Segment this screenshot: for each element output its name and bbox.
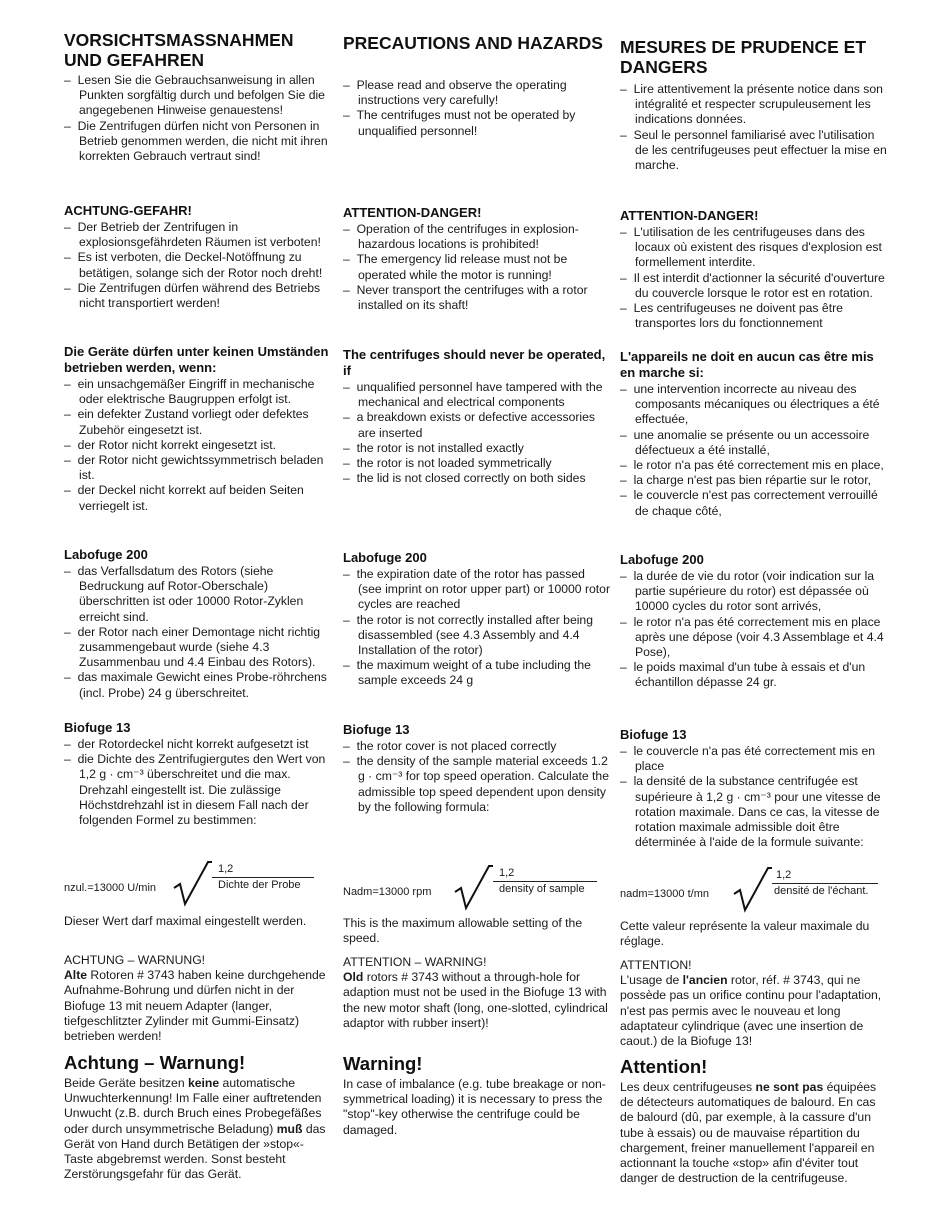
list-item: – Operation of the centrifuges in explosion-hazardous locations is prohibited!	[343, 222, 611, 252]
list-item: – Please read and observe the operating instructions very carefully!	[343, 78, 611, 108]
list-item: – the maximum weight of a tube including the sample exceeds 24 g	[343, 658, 611, 688]
list-item: – das Verfallsdatum des Rotors (siehe Bedruckung auf Rotor-Oberschale) überschritten ist oder 10000 Rotor-Zyklen erreicht sind.	[64, 564, 329, 625]
list-item: – unqualified personnel have tampered with the mechanical and electrical components	[343, 380, 611, 410]
after-formula-text	[64, 914, 329, 929]
list-item: – Die Zentrifugen dürfen nicht von Personen in Betrieb genommen werden, die nicht mit ihren korrekten Gebrauch vertraut sind!	[64, 119, 329, 165]
final-warning-heading: Attention!	[620, 1056, 708, 1077]
danger-section	[64, 203, 329, 311]
final-warning-text	[620, 1080, 888, 1186]
body-text: Dieser Wert darf maximal eingestellt werden.	[64, 914, 307, 928]
final-warning-section	[620, 1056, 888, 1186]
list-item: – la charge n'est pas bien répartie sur le rotor,	[620, 473, 888, 488]
never-operate-section	[620, 349, 888, 519]
list-item: – der Rotor nach einer Demontage nicht richtig zusammengebaut wurde (siehe 4.3 Zusammenbau und 4.4 Einbau des Rotors).	[64, 625, 329, 671]
list-item: – la densité de la substance centrifugée est supérieure à 1,2 g · cm⁻³ pour une vitesse de rotation maximale. Dans ce cas, la vitesse de rotation maximale admissible doit être déterminée à l'aide de la formule suivante:	[620, 774, 888, 850]
list-item: – the rotor is not loaded symmetrically	[343, 456, 611, 471]
list-item: – le couvercle n'est pas correctement verrouillé de chaque côté,	[620, 488, 888, 518]
formula-lhs: Nadm=13000 rpm	[343, 886, 432, 898]
biofuge-section	[64, 720, 329, 828]
never-operate-section	[343, 347, 611, 486]
list-item: – le rotor n'a pas été correctement mis en place,	[620, 458, 888, 473]
list-item: – the rotor is not correctly installed after being disassembled (see 4.3 Assembly and 4.4 Installation of the rotor)	[343, 613, 611, 659]
final-warning-text: In case of imbalance (e.g. tube breakage or non-symmetrical loading) it is necessary to press the "stop"-key otherwise the centrifuge could be damaged.	[343, 1077, 606, 1137]
final-warning-section	[343, 1053, 611, 1138]
warning-heading: ATTENTION!	[620, 958, 692, 972]
formula-denominator: density of sample	[499, 883, 585, 895]
danger-heading: ACHTUNG-GEFAHR!	[64, 203, 192, 218]
labofuge-section	[620, 552, 888, 691]
body-text: Cette valeur représente la valeur maximale du réglage.	[620, 919, 870, 949]
list-item: – der Rotor nicht gewichtssymmetrisch beladen ist.	[64, 453, 329, 483]
text-part: Beide Geräte besitzen	[64, 1076, 188, 1090]
fraction-bar	[493, 881, 597, 882]
root-sign-icon	[453, 864, 493, 912]
section-title	[620, 37, 888, 77]
warning-section	[64, 953, 329, 1044]
list-item: – Lire attentivement la présente notice dans son intégralité et respecter scrupuleusement les indications données.	[620, 82, 888, 128]
list-item: – le rotor n'a pas été correctement mis en place après une dépose (voir 4.3 Assemblage et 4.4 Pose),	[620, 615, 888, 661]
final-warning-text	[64, 1076, 329, 1182]
after-formula-text	[620, 919, 888, 949]
body-text: This is the maximum allowable setting of the speed.	[343, 916, 583, 946]
list-item: – The emergency lid release must not be operated while the motor is running!	[343, 252, 611, 282]
warning-text: Rotoren # 3743 haben keine durchgehende Aufnahme-Bohrung und dürfen nicht in der Biofuge 13 mit neuem Adapter (langer, tiefgeschlitzter Zylinder mit Gummi-Einsatz) betrieben werden!	[64, 968, 326, 1044]
labofuge-heading: Labofuge 200	[343, 550, 427, 565]
warning-text: rotors # 3743 without a through-hole for adaption must not be used in the Biofuge 13 with the new motor shaft (long, one-slotted, cylindrical adaptor with rubber insert)!	[343, 970, 608, 1030]
list-item: – a breakdown exists or defective accessories are inserted	[343, 410, 611, 440]
text-bold: ne sont pas	[755, 1080, 824, 1094]
list-item: – die Dichte des Zentrifugiergutes den Wert von 1,2 g · cm⁻³ überschreitet und die max. Drehzahl eingestellt ist. Die zulässige Höchstdrehzahl ist in diesem Fall nach der folgenden Formel zu bestimmen:	[64, 752, 329, 828]
list-item: – une anomalie se présente ou un accessoire défectueux a été installé,	[620, 428, 888, 458]
formula-denominator: Dichte der Probe	[218, 879, 301, 891]
biofuge-section	[343, 722, 611, 815]
text-bold: keine	[187, 1076, 220, 1090]
list-item: – une intervention incorrecte au niveau des composants mécaniques ou électriques a été effectuée,	[620, 382, 888, 428]
labofuge-heading: Labofuge 200	[620, 552, 704, 567]
warning-heading: ATTENTION – WARNING!	[343, 955, 487, 969]
never-operate-section	[64, 344, 329, 514]
text-bold: muß	[276, 1121, 303, 1136]
list-item: – the expiration date of the rotor has passed (see imprint on rotor upper part) or 10000 rotor cycles are reached	[343, 567, 611, 613]
biofuge-section	[620, 727, 888, 850]
intro-list	[343, 78, 611, 139]
list-item: – Les centrifugeuses ne doivent pas être transportes lors du fonctionnement	[620, 301, 888, 331]
warning-bold: l'ancien	[682, 973, 728, 988]
list-item: – Seul le personnel familiarisé avec l'utilisation de les centrifugeuses peut effectuer la mise en marche.	[620, 128, 888, 174]
warning-text: rotor, réf. # 3743, qui ne possède pas un orifice continu pour l'adaptation, n'est pas permis avec le nouveau et long adaptateur cylindrique (avec une insertion de caout.) de la Biofuge 13!	[620, 973, 882, 1049]
intro-list	[620, 82, 888, 173]
text-part: das Gerät von Hand durch Betätigen der »stop«-Taste abgebremst werden. Sonst besteht Zerstörungsgefahr für das Gerät.	[64, 1121, 326, 1182]
text-part: Les deux centrifugeuses	[620, 1080, 756, 1094]
formula-numerator: 1,2	[776, 869, 792, 881]
speed-formula	[343, 864, 611, 912]
speed-formula	[620, 866, 888, 914]
section-title	[64, 30, 329, 70]
title-text: VORSICHTSMASSNAHMEN UND GEFAHREN	[64, 30, 294, 70]
list-item: – das maximale Gewicht eines Probe-röhrchens (incl. Probe) 24 g überschreitet.	[64, 670, 329, 700]
danger-section	[620, 208, 888, 331]
list-item: – der Rotor nicht korrekt eingesetzt ist.	[64, 438, 329, 453]
danger-heading: ATTENTION-DANGER!	[620, 208, 759, 223]
section-title	[343, 33, 611, 53]
list-item: – der Rotordeckel nicht korrekt aufgesetzt ist	[64, 737, 329, 752]
root-sign-icon	[732, 866, 772, 914]
list-item: – ein defekter Zustand vorliegt oder defektes Zubehör eingesetzt ist.	[64, 407, 329, 437]
list-item: – Der Betrieb der Zentrifugen in explosionsgefährdeten Räumen ist verboten!	[64, 220, 329, 250]
formula-numerator: 1,2	[499, 867, 515, 879]
final-warning-section	[64, 1052, 329, 1182]
text-part: équipées de détecteurs automatiques de balourd. En cas de balourd (dû, par exemple, à la cassure d'un tube à essais) ou de mauvaise répartition du chargement, freiner manuellement l'appareil en actionnant la touche «stop» afin d'éviter tout danger de destruction de la centrifugeuse.	[620, 1080, 877, 1186]
root-sign-icon	[172, 860, 212, 908]
formula-lhs: nadm=13000 t/mn	[620, 888, 709, 900]
list-item: – der Deckel nicht korrekt auf beiden Seiten verriegelt ist.	[64, 483, 329, 513]
fraction-bar	[212, 877, 314, 878]
list-item: – Es ist verboten, die Deckel-Notöffnung zu betätigen, solange sich der Rotor noch dreht!	[64, 250, 329, 280]
warning-section	[620, 958, 888, 1049]
labofuge-heading: Labofuge 200	[64, 547, 148, 562]
labofuge-section	[64, 547, 329, 701]
list-item: – the lid is not closed correctly on both sides	[343, 471, 611, 486]
list-item: – the rotor is not installed exactly	[343, 441, 611, 456]
never-operate-heading: L'appareils ne doit en aucun cas être mis en marche si:	[620, 349, 874, 380]
biofuge-heading: Biofuge 13	[620, 727, 687, 742]
warning-section	[343, 955, 611, 1031]
danger-heading: ATTENTION-DANGER!	[343, 205, 482, 220]
never-operate-heading: The centrifuges should never be operated, if	[343, 347, 606, 378]
warning-bold: Alte	[64, 968, 88, 983]
danger-section	[343, 205, 611, 313]
text-part: automatische Unwuchterkennung! Im Falle einer auftretenden Unwucht (z.B. durch Bruch eines Probegefäßes oder durch unsymmetrische Beladung)	[64, 1076, 322, 1136]
biofuge-heading: Biofuge 13	[343, 722, 410, 737]
warning-bold: Old	[343, 970, 364, 985]
final-warning-heading: Warning!	[343, 1053, 423, 1074]
after-formula-text	[343, 916, 611, 946]
list-item: – Lesen Sie die Gebrauchsanweisung in allen Punkten sorgfältig durch und befolgen Sie die angegebenen Hinweise genauestens!	[64, 73, 329, 119]
fraction-bar	[772, 883, 878, 884]
warning-pre: L'usage de	[620, 973, 683, 988]
warning-heading: ACHTUNG – WARNUNG!	[64, 953, 206, 967]
speed-formula	[64, 860, 329, 908]
final-warning-heading: Achtung – Warnung!	[64, 1052, 246, 1073]
biofuge-heading: Biofuge 13	[64, 720, 131, 735]
list-item: – la durée de vie du rotor (voir indication sur la partie supérieure du rotor) est dépassée où 10000 cycles du rotor sont arrivés,	[620, 569, 888, 615]
list-item: – the density of the sample material exceeds 1.2 g · cm⁻³ for top speed operation. Calculate the admissible top speed dependent upon density by the following formula:	[343, 754, 611, 815]
title-text: PRECAUTIONS AND HAZARDS	[343, 33, 603, 53]
list-item: – Never transport the centrifuges with a rotor installed on its shaft!	[343, 283, 611, 313]
formula-denominator: densité de l'échant.	[774, 885, 869, 897]
formula-lhs: nzul.=13000 U/min	[64, 882, 157, 894]
list-item: – le poids maximal d'un tube à essais et d'un échantillon dépasse 24 gr.	[620, 660, 888, 690]
intro-list	[64, 73, 329, 164]
formula-numerator: 1,2	[218, 863, 234, 875]
title-text: MESURES DE PRUDENCE ET DANGERS	[620, 37, 867, 77]
list-item: – L'utilisation de les centrifugeuses dans des locaux où existent des risques d'explosion est formellement interdite.	[620, 225, 888, 271]
never-operate-heading: Die Geräte dürfen unter keinen Umständen betrieben werden, wenn:	[64, 344, 329, 375]
list-item: – le couvercle n'a pas été correctement mis en place	[620, 744, 888, 774]
list-item: – Il est interdit d'actionner la sécurité d'ouverture du couvercle lorsque le rotor est en rotation.	[620, 271, 888, 301]
list-item: – The centrifuges must not be operated by unqualified personnel!	[343, 108, 611, 138]
list-item: – ein unsachgemäßer Eingriff in mechanische oder elektrische Baugruppen erfolgt ist.	[64, 377, 329, 407]
list-item: – Die Zentrifugen dürfen während des Betriebs nicht transportiert werden!	[64, 281, 329, 311]
list-item: – the rotor cover is not placed correctly	[343, 739, 611, 754]
labofuge-section	[343, 550, 611, 689]
